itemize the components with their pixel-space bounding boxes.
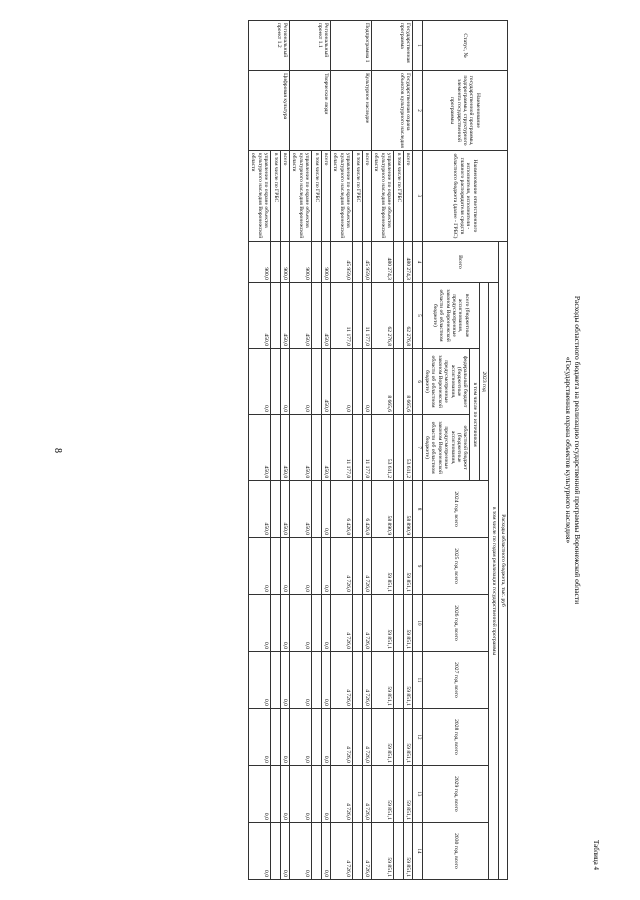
- column-index-row: [413, 21, 422, 880]
- cell-2023-total: 11 177,0: [362, 282, 371, 348]
- cell-2023-regional: 450,0: [290, 415, 312, 481]
- header-2028: 2028 год, всего: [422, 708, 489, 765]
- header-total: Всего: [422, 241, 498, 282]
- document-title: [564, 20, 582, 880]
- header-name: Наименование государственной программы, подпрограммы, структурного элемента государственной программы: [422, 71, 507, 151]
- row-label: управление по охране объектов культурного наследия Воронежской области: [290, 150, 312, 241]
- cell-total: 900,0: [280, 241, 289, 282]
- table-row: [280, 21, 289, 880]
- budget-table: [248, 20, 508, 880]
- cell-2023-total: 450,0: [290, 282, 312, 348]
- row-name: Государственная охрана объектов культурного наследия: [372, 71, 413, 151]
- title-line-1: Расходы областного бюджета на реализацию государственной программы Воронежской области: [573, 295, 582, 605]
- row-label: управление по охране объектов культурного наследия Воронежской области: [249, 150, 271, 241]
- cell-2029: 4 726,0: [331, 765, 353, 822]
- cell-2027: 4 726,0: [331, 652, 353, 709]
- header-regional: областной бюджет (бюджетные ассигнования, предусмотренные законом Воронежской области об областном бюджете): [422, 415, 470, 481]
- cell-2025: 0,0: [249, 538, 271, 595]
- row-name: Культурное наследие: [331, 71, 372, 151]
- header-2023-total: всего (бюджетные ассигнования, предусмотренные законом Воронежской области об областном бюджете): [422, 282, 479, 348]
- cell-2029: 4 726,0: [362, 765, 371, 822]
- header-2026: 2026 год, всего: [422, 595, 489, 652]
- col-index: 10: [413, 595, 422, 652]
- cell-2024: 450,0: [290, 481, 312, 538]
- row-status: Региональный проект 1.1: [290, 21, 331, 71]
- cell-2023-regional: 450,0: [249, 415, 271, 481]
- row-label: всего: [321, 150, 330, 241]
- cell-2028: 4 726,0: [331, 708, 353, 765]
- row-name: Цифровая культура: [249, 71, 290, 151]
- cell-2023-regional: 450,0: [321, 415, 330, 481]
- rotated-page: [40, 20, 600, 880]
- cell-2023-regional: 11 177,0: [362, 415, 371, 481]
- cell-2030: 0,0: [280, 822, 289, 879]
- cell-2028: 0,0: [280, 708, 289, 765]
- cell-2026: 59 851,1: [403, 595, 412, 652]
- row-status: Подпрограмма 1: [331, 21, 372, 71]
- cell-2027: 59 851,1: [372, 652, 394, 709]
- row-label: управление по охране объектов культурного наследия Воронежской области: [372, 150, 394, 241]
- cell-2027: 4 726,0: [362, 652, 371, 709]
- cell-2023-total: 62 276,8: [403, 282, 412, 348]
- header-2024: 2024 год, всего: [422, 481, 489, 538]
- cell-2023-federal: 0,0: [331, 349, 353, 415]
- row-label: в том числе по ГРБС: [312, 150, 321, 241]
- page-number: 8: [52, 448, 63, 453]
- cell-total: 45 959,0: [362, 241, 371, 282]
- cell-2029: 0,0: [321, 765, 330, 822]
- cell-2027: 0,0: [321, 652, 330, 709]
- cell-2026: 4 726,0: [331, 595, 353, 652]
- col-index: 4: [413, 241, 422, 282]
- cell-2029: 0,0: [290, 765, 312, 822]
- header-2029: 2029 год, всего: [422, 765, 489, 822]
- cell-2024: 6 426,0: [362, 481, 371, 538]
- cell-2023-federal: 0,0: [249, 349, 271, 415]
- header-by-sources: в том числе по источникам: [470, 349, 479, 481]
- cell-2025: 0,0: [290, 538, 312, 595]
- cell-total: 900,0: [321, 241, 330, 282]
- cell-2025: 59 851,1: [372, 538, 394, 595]
- header-status: Статус, №: [422, 21, 507, 71]
- cell-2023-total: 450,0: [280, 282, 289, 348]
- row-label: в том числе по ГРБС: [353, 150, 362, 241]
- cell-2025: 0,0: [280, 538, 289, 595]
- cell-2030: 0,0: [321, 822, 330, 879]
- table-label: Таблица 4: [592, 840, 600, 870]
- header-expenses: Расходы областного бюджета, тыс. руб: [498, 241, 507, 879]
- cell-2024: 450,0: [280, 481, 289, 538]
- cell-2023-regional: 53 611,2: [372, 415, 394, 481]
- cell-2030: 4 726,0: [362, 822, 371, 879]
- cell-2025: 4 726,0: [362, 538, 371, 595]
- col-index: 6: [413, 349, 422, 415]
- cell-total: 900,0: [249, 241, 271, 282]
- cell-2028: 59 851,1: [403, 708, 412, 765]
- cell-2023-federal: 8 665,6: [372, 349, 394, 415]
- cell-2028: 0,0: [290, 708, 312, 765]
- row-label: в том числе по ГРБС: [394, 150, 403, 241]
- cell-2023-regional: 11 177,0: [331, 415, 353, 481]
- row-status: Государственная программа: [372, 21, 413, 71]
- cell-2027: 59 851,1: [403, 652, 412, 709]
- title-line-2: «Государственная охрана объектов культурного наследия»: [564, 356, 573, 544]
- cell-2027: 0,0: [280, 652, 289, 709]
- cell-2025: 0,0: [321, 538, 330, 595]
- cell-2024: 450,0: [249, 481, 271, 538]
- cell-2023-federal: 8 665,6: [403, 349, 412, 415]
- cell-total: 480 274,3: [372, 241, 394, 282]
- cell-2026: 0,0: [290, 595, 312, 652]
- row-label: всего: [403, 150, 412, 241]
- header-federal: федеральный бюджет (бюджетные ассигнования, предусмотренные законом Воронежской области об областном бюджете): [422, 349, 470, 415]
- cell-2028: 4 726,0: [362, 708, 371, 765]
- cell-2029: 59 851,1: [403, 765, 412, 822]
- col-index: 7: [413, 415, 422, 481]
- table-row: [403, 21, 412, 880]
- cell-2023-federal: 450,0: [321, 349, 330, 415]
- col-index: 12: [413, 708, 422, 765]
- row-label: управление по охране объектов культурного наследия Воронежской области: [331, 150, 353, 241]
- cell-2024: 58 890,9: [403, 481, 412, 538]
- col-index: 14: [413, 822, 422, 879]
- cell-2026: 0,0: [280, 595, 289, 652]
- col-index: 9: [413, 538, 422, 595]
- cell-2030: 4 726,0: [331, 822, 353, 879]
- cell-2025: 4 726,0: [331, 538, 353, 595]
- row-label: в том числе по ГРБС: [271, 150, 280, 241]
- row-label: всего: [280, 150, 289, 241]
- cell-2026: 4 726,0: [362, 595, 371, 652]
- col-index: 3: [413, 150, 422, 241]
- cell-2030: 59 851,1: [372, 822, 394, 879]
- col-index: 2: [413, 71, 422, 151]
- header-2027: 2027 год, всего: [422, 652, 489, 709]
- cell-2024: 58 890,9: [372, 481, 394, 538]
- row-name: Творческие люди: [290, 71, 331, 151]
- col-index: 13: [413, 765, 422, 822]
- header-year-2023: 2023 год: [479, 282, 488, 480]
- table-row: [321, 21, 330, 880]
- col-index: 5: [413, 282, 422, 348]
- table-row: [362, 21, 371, 880]
- cell-2027: 0,0: [290, 652, 312, 709]
- cell-total: 480 274,3: [403, 241, 412, 282]
- cell-2030: 0,0: [290, 822, 312, 879]
- cell-2023-federal: 0,0: [290, 349, 312, 415]
- cell-2023-federal: 0,0: [280, 349, 289, 415]
- cell-2028: 59 851,1: [372, 708, 394, 765]
- header-2025: 2025 год, всего: [422, 538, 489, 595]
- cell-2023-total: 450,0: [249, 282, 271, 348]
- row-status: Региональный проект 1.2: [249, 21, 290, 71]
- cell-total: 45 959,0: [331, 241, 353, 282]
- col-index: 11: [413, 652, 422, 709]
- col-index: 1: [413, 21, 422, 71]
- cell-2024: 0,0: [321, 481, 330, 538]
- cell-2025: 59 851,1: [403, 538, 412, 595]
- cell-2026: 0,0: [249, 595, 271, 652]
- header-by-years: в том числе по годам реализации государственной программы: [489, 282, 498, 879]
- cell-2026: 0,0: [321, 595, 330, 652]
- cell-2029: 59 851,1: [372, 765, 394, 822]
- cell-2028: 0,0: [321, 708, 330, 765]
- cell-2029: 0,0: [249, 765, 271, 822]
- cell-2024: 6 426,0: [331, 481, 353, 538]
- cell-2029: 0,0: [280, 765, 289, 822]
- cell-2028: 0,0: [249, 708, 271, 765]
- cell-2023-total: 62 276,8: [372, 282, 394, 348]
- cell-2023-federal: 0,0: [362, 349, 371, 415]
- header-2030: 2030 год, всего: [422, 822, 489, 879]
- cell-2030: 0,0: [249, 822, 271, 879]
- col-index: 8: [413, 481, 422, 538]
- cell-2023-total: 450,0: [321, 282, 330, 348]
- row-label: всего: [362, 150, 371, 241]
- cell-2030: 59 851,1: [403, 822, 412, 879]
- cell-2023-regional: 53 611,2: [403, 415, 412, 481]
- cell-2027: 0,0: [249, 652, 271, 709]
- cell-total: 900,0: [290, 241, 312, 282]
- cell-2026: 59 851,1: [372, 595, 394, 652]
- header-executor: Наименование ответственного исполнителя, исполнителя - главного распорядителя средств областного бюджета (далее - ГРБС): [422, 150, 507, 241]
- cell-2023-total: 11 177,0: [331, 282, 353, 348]
- cell-2023-regional: 450,0: [280, 415, 289, 481]
